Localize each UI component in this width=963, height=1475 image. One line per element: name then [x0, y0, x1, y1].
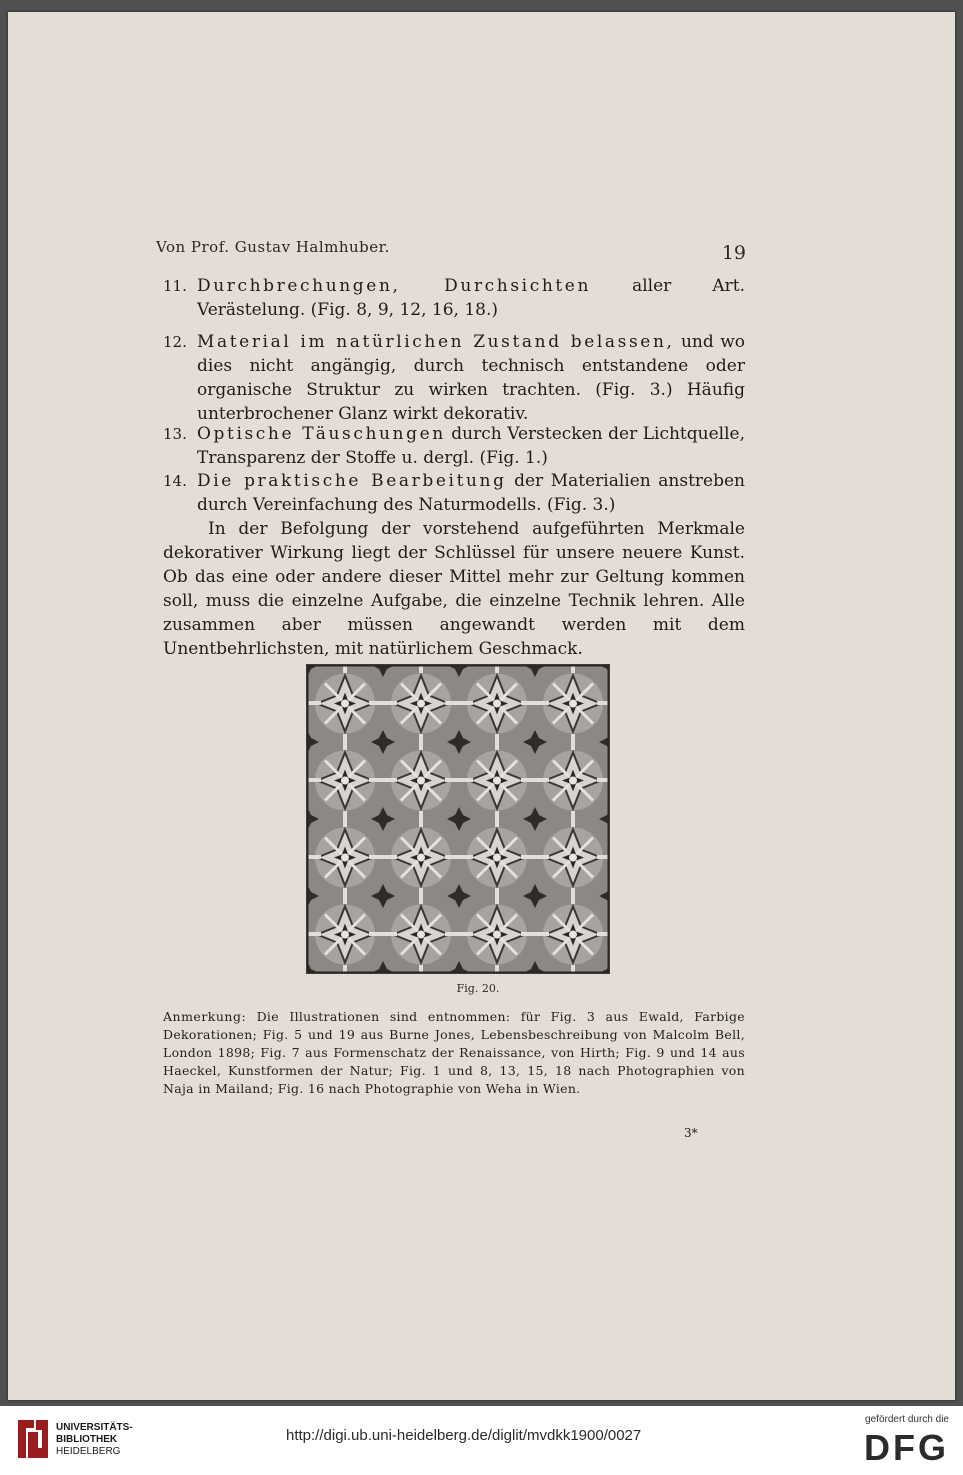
footnote	[163, 1008, 745, 1098]
list-item	[163, 330, 745, 426]
item-number: 14.	[163, 472, 187, 490]
list-item	[163, 469, 745, 517]
body-paragraph: In der Befolgung der vorstehend aufgeführten Merkmale dekorativer Wirkung liegt der Schlüssel für unsere neuere Kunst. Ob das eine oder andere dieser Mittel mehr zur Geltung kommen soll, muss die einzelne Aufgabe, die einzelne Technik lehren. Alle zusammen aber müssen angewandt werden mit dem Unentbehrlichsten, mit natürlichem Geschmack.	[163, 519, 745, 659]
library-name-line: HEIDELBERG	[56, 1446, 121, 1457]
funding-label: gefördert durch die	[865, 1414, 949, 1425]
footnote-label: Anmerkung:	[163, 1009, 247, 1024]
item-text: durch Verstecken der Lichtquelle, Transparenz der Stoffe u. dergl. (Fig. 1.)	[197, 424, 745, 468]
item-number: 13.	[163, 425, 187, 443]
item-lead: Die praktische Bearbeitung	[197, 471, 507, 491]
viewer-footer	[0, 1406, 963, 1475]
item-number: 11.	[163, 277, 187, 295]
page-number: 19	[721, 242, 746, 264]
item-text: der Materialien anstreben durch Vereinfachung des Naturmodells. (Fig. 3.)	[197, 471, 745, 515]
figure-caption: Fig. 20.	[456, 982, 500, 995]
list-item	[163, 274, 745, 322]
item-lead: Optische Täuschungen	[197, 424, 446, 444]
item-lead: Material im natürlichen Zustand belassen,	[197, 332, 675, 352]
library-logo[interactable]	[14, 1418, 52, 1464]
running-title: Von Prof. Gustav Halmhuber.	[156, 238, 390, 256]
item-lead: Durchbrechungen, Durchsichten	[197, 276, 592, 296]
footnote-text: Die Illustrationen sind entnommen: für Fig. 3 aus Ewald, Farbige Dekorationen; Fig. 5 und 19 aus Burne Jones, Lebensbeschreibung von Malcolm Bell, London 1898; Fig. 7 aus Formenschatz der Renaissance, von Hirth; Fig. 9 und 14 aus Haeckel, Kunstformen der Natur; Fig. 1 und 8, 13, 15, 18 nach Photographien von Naja in Mailand; Fig. 16 nach Photographie von Weha in Wien.	[163, 1009, 745, 1096]
signature-mark: 3*	[684, 1126, 698, 1140]
library-name-line: UNIVERSITÄTS-	[56, 1422, 133, 1433]
university-seal-icon	[14, 1418, 52, 1460]
figure-image	[306, 664, 610, 974]
permalink[interactable]: http://digi.ub.uni-heidelberg.de/diglit/mvdkk1900/0027	[286, 1427, 642, 1444]
dfg-logo[interactable]: DFG	[864, 1427, 949, 1468]
item-number: 12.	[163, 333, 187, 351]
library-name	[56, 1422, 133, 1458]
list-item	[163, 422, 745, 470]
document-page	[8, 12, 955, 1400]
library-name-line: BIBLIOTHEK	[56, 1434, 118, 1445]
moorish-tile-pattern	[307, 665, 609, 973]
item-text: aller Art. Verästelung. (Fig. 8, 9, 12, 16, 18.)	[197, 276, 745, 320]
item-text: und wo dies nicht angängig, durch technisch entstandene oder organische Struktur zu wirken trachten. (Fig. 3.) Häufig unterbrochener Glanz wirkt dekorativ.	[197, 332, 745, 424]
